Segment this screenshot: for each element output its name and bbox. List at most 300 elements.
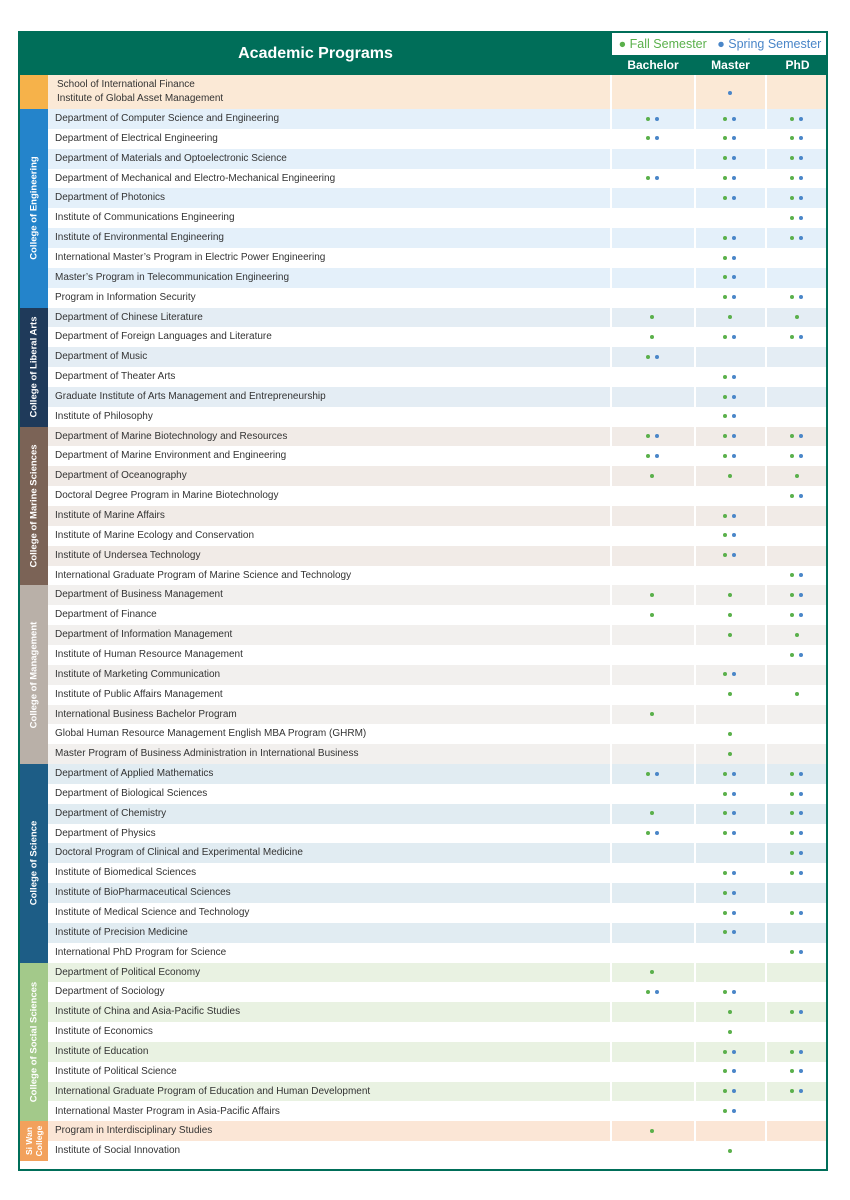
program-name: Department of Oceanography — [55, 470, 187, 482]
availability-p — [765, 883, 828, 903]
availability-p — [765, 724, 828, 744]
spring-dot — [732, 514, 736, 518]
spring-dot — [799, 335, 803, 339]
spring-dot — [799, 1089, 803, 1093]
availability-m — [694, 75, 765, 109]
availability-b — [610, 1042, 694, 1062]
availability-m — [694, 744, 765, 764]
fall-dot — [723, 533, 727, 537]
spring-dot — [732, 811, 736, 815]
availability-m — [694, 169, 765, 189]
fall-dot — [728, 1010, 732, 1014]
program-name: Institute of Biomedical Sciences — [55, 867, 197, 879]
availability-m — [694, 188, 765, 208]
spring-dot — [732, 275, 736, 279]
program-name: Global Human Resource Management English MBA Program (GHRM) — [55, 728, 367, 740]
table-row — [48, 228, 826, 248]
fall-dot — [790, 593, 794, 597]
spring-dot — [799, 216, 803, 220]
fall-dot — [723, 295, 727, 299]
availability-b — [610, 883, 694, 903]
program-name: International Master Program in Asia-Pacific Affairs — [55, 1105, 280, 1117]
availability-b — [610, 248, 694, 268]
availability-p — [765, 486, 828, 506]
fall-dot — [650, 335, 654, 339]
availability-b — [610, 824, 694, 844]
table-row — [48, 1022, 826, 1042]
fall-dot — [723, 136, 727, 140]
program-name: Institute of Environmental Engineering — [55, 232, 224, 244]
program-name: International Graduate Program of Marine Science and Technology — [55, 569, 352, 581]
program-name: Institute of Undersea Technology — [55, 549, 201, 561]
availability-b — [610, 486, 694, 506]
program-name: Department of Photonics — [55, 192, 166, 204]
program-name: Program in Interdisciplinary Studies — [55, 1125, 213, 1137]
availability-m — [694, 327, 765, 347]
availability-p — [765, 645, 828, 665]
availability-b — [610, 566, 694, 586]
availability-m — [694, 863, 765, 883]
availability-m — [694, 208, 765, 228]
table-row — [48, 75, 826, 109]
table-row — [48, 724, 826, 744]
spring-dot — [732, 1069, 736, 1073]
availability-m — [694, 466, 765, 486]
spring-dot — [799, 236, 803, 240]
fall-dot — [790, 156, 794, 160]
fall-dot — [650, 474, 654, 478]
table-row — [48, 1042, 826, 1062]
spring-dot — [732, 990, 736, 994]
availability-m — [694, 665, 765, 685]
spring-dot — [799, 117, 803, 121]
college-name: College of Marine Sciences — [28, 444, 40, 568]
spring-dot — [799, 613, 803, 617]
availability-b — [610, 466, 694, 486]
program-name: Department of Marine Environment and Engineering — [55, 450, 287, 462]
spring-dot — [799, 196, 803, 200]
availability-m — [694, 109, 765, 129]
availability-p — [765, 169, 828, 189]
fall-dot — [723, 831, 727, 835]
availability-m — [694, 1002, 765, 1022]
availability-b — [610, 169, 694, 189]
availability-p — [765, 129, 828, 149]
fall-dot — [723, 672, 727, 676]
table-row — [48, 883, 826, 903]
table-row — [48, 605, 826, 625]
fall-dot — [790, 295, 794, 299]
fall-dot — [723, 176, 727, 180]
availability-p — [765, 903, 828, 923]
college-label — [20, 963, 48, 1122]
fall-dot — [723, 196, 727, 200]
availability-p — [765, 685, 828, 705]
table-row — [48, 1141, 826, 1161]
college-name: College of Science — [28, 821, 40, 906]
availability-b — [610, 963, 694, 983]
table-row — [48, 824, 826, 844]
availability-p — [765, 288, 828, 308]
column-header-bachelor: Bachelor — [612, 56, 694, 75]
availability-p — [765, 367, 828, 387]
table-row — [48, 268, 826, 288]
table-row — [48, 387, 826, 407]
table-row — [48, 506, 826, 526]
availability-p — [765, 1141, 828, 1161]
fall-dot — [790, 136, 794, 140]
spring-dot — [732, 930, 736, 934]
fall-dot — [790, 494, 794, 498]
availability-b — [610, 228, 694, 248]
spring-dot — [732, 295, 736, 299]
fall-dot — [790, 573, 794, 577]
fall-dot — [790, 653, 794, 657]
fall-dot — [650, 811, 654, 815]
availability-b — [610, 506, 694, 526]
fall-dot — [728, 633, 732, 637]
availability-m — [694, 923, 765, 943]
table-row — [48, 685, 826, 705]
fall-dot — [790, 117, 794, 121]
availability-b — [610, 982, 694, 1002]
fall-dot — [646, 772, 650, 776]
availability-p — [765, 248, 828, 268]
availability-p — [765, 387, 828, 407]
spring-dot — [799, 772, 803, 776]
availability-b — [610, 724, 694, 744]
table-row — [48, 129, 826, 149]
availability-b — [610, 943, 694, 963]
fall-dot — [723, 236, 727, 240]
spring-dot — [732, 533, 736, 537]
column-divider — [610, 75, 612, 1169]
program-name: Graduate Institute of Arts Management and Entrepreneurship — [55, 390, 326, 402]
spring-dot — [799, 593, 803, 597]
fall-dot — [723, 335, 727, 339]
spring-dot — [732, 335, 736, 339]
fall-legend-label: Fall Semester — [629, 37, 707, 51]
spring-dot — [655, 136, 659, 140]
fall-dot — [723, 990, 727, 994]
fall-dot — [790, 1050, 794, 1054]
availability-m — [694, 883, 765, 903]
availability-p — [765, 347, 828, 367]
fall-dot — [728, 593, 732, 597]
availability-b — [610, 367, 694, 387]
spring-dot — [799, 653, 803, 657]
program-name: International PhD Program for Science — [55, 946, 227, 958]
table-row — [48, 248, 826, 268]
program-name: Institute of Social Innovation — [55, 1145, 181, 1157]
fall-dot — [646, 831, 650, 835]
college-label — [20, 427, 48, 586]
table-row — [48, 1082, 826, 1102]
program-name: Department of Finance — [55, 609, 157, 621]
availability-b — [610, 705, 694, 725]
availability-p — [765, 863, 828, 883]
availability-p — [765, 466, 828, 486]
fall-dot — [728, 732, 732, 736]
availability-m — [694, 943, 765, 963]
fall-dot — [650, 970, 654, 974]
availability-p — [765, 109, 828, 129]
table-row — [48, 943, 826, 963]
program-name: Department of Foreign Languages and Literature — [55, 331, 272, 343]
availability-b — [610, 268, 694, 288]
fall-dot — [650, 613, 654, 617]
spring-dot — [799, 494, 803, 498]
availability-b — [610, 625, 694, 645]
spring-dot — [732, 1050, 736, 1054]
table-row — [48, 169, 826, 189]
program-name: School of International Finance Institute of Global Asset Management — [57, 79, 224, 104]
availability-p — [765, 824, 828, 844]
spring-dot — [732, 176, 736, 180]
table-row — [48, 367, 826, 387]
spring-dot — [655, 355, 659, 359]
fall-dot — [790, 454, 794, 458]
availability-m — [694, 1082, 765, 1102]
program-name: Institute of Public Affairs Management — [55, 688, 223, 700]
spring-dot — [732, 454, 736, 458]
fall-dot — [723, 811, 727, 815]
availability-p — [765, 308, 828, 328]
college-name: College of Engineering — [28, 156, 40, 260]
table-row — [48, 427, 826, 447]
table-row — [48, 744, 826, 764]
availability-b — [610, 1102, 694, 1122]
availability-m — [694, 407, 765, 427]
table-row — [48, 109, 826, 129]
fall-dot — [790, 792, 794, 796]
availability-p — [765, 1002, 828, 1022]
availability-b — [610, 645, 694, 665]
program-name: Department of Physics — [55, 827, 156, 839]
availability-m — [694, 804, 765, 824]
fall-dot — [790, 1069, 794, 1073]
fall-dot — [728, 1030, 732, 1034]
fall-dot — [723, 911, 727, 915]
table-row — [48, 327, 826, 347]
program-name: Department of Information Management — [55, 629, 233, 641]
availability-m — [694, 129, 765, 149]
table-row — [48, 566, 826, 586]
availability-p — [765, 566, 828, 586]
spring-dot — [799, 811, 803, 815]
fall-dot — [795, 692, 799, 696]
availability-b — [610, 208, 694, 228]
availability-m — [694, 685, 765, 705]
program-name: Institute of Human Resource Management — [55, 648, 243, 660]
spring-dot — [799, 950, 803, 954]
availability-b — [610, 546, 694, 566]
availability-m — [694, 1121, 765, 1141]
college-label — [20, 585, 48, 764]
availability-m — [694, 724, 765, 744]
table-row — [48, 546, 826, 566]
availability-m — [694, 1102, 765, 1122]
table-row — [48, 1002, 826, 1022]
availability-m — [694, 982, 765, 1002]
fall-dot — [723, 1050, 727, 1054]
table-row — [48, 1062, 826, 1082]
availability-p — [765, 268, 828, 288]
program-name: Institute of Marketing Communication — [55, 668, 221, 680]
fall-dot — [790, 236, 794, 240]
availability-p — [765, 149, 828, 169]
table-row — [48, 903, 826, 923]
spring-dot — [732, 891, 736, 895]
fall-dot — [790, 772, 794, 776]
fall-dot — [790, 613, 794, 617]
fall-dot — [723, 434, 727, 438]
availability-p — [765, 327, 828, 347]
availability-p — [765, 982, 828, 1002]
table-row — [48, 308, 826, 328]
availability-p — [765, 1082, 828, 1102]
table-row — [48, 466, 826, 486]
availability-b — [610, 744, 694, 764]
availability-m — [694, 268, 765, 288]
spring-dot — [799, 136, 803, 140]
fall-dot — [728, 613, 732, 617]
table-row — [48, 407, 826, 427]
availability-m — [694, 308, 765, 328]
availability-p — [765, 843, 828, 863]
program-name: Institute of Education — [55, 1045, 149, 1057]
availability-p — [765, 407, 828, 427]
fall-dot — [790, 434, 794, 438]
table-row — [48, 446, 826, 466]
availability-b — [610, 804, 694, 824]
fall-dot — [723, 454, 727, 458]
availability-p — [765, 75, 828, 109]
table-row — [48, 526, 826, 546]
table-row — [48, 843, 826, 863]
table-row — [48, 188, 826, 208]
program-name: Department of Mechanical and Electro-Mechanical Engineering — [55, 172, 336, 184]
availability-p — [765, 625, 828, 645]
availability-m — [694, 228, 765, 248]
program-name: Department of Materials and Optoelectronic Science — [55, 152, 287, 164]
fall-dot — [723, 375, 727, 379]
spring-legend-label: Spring Semester — [728, 37, 822, 51]
spring-dot — [655, 454, 659, 458]
spring-dot — [732, 911, 736, 915]
fall-dot — [723, 871, 727, 875]
fall-dot — [790, 851, 794, 855]
fall-dot — [790, 216, 794, 220]
availability-m — [694, 764, 765, 784]
spring-dot — [732, 375, 736, 379]
availability-p — [765, 1102, 828, 1122]
availability-b — [610, 75, 694, 109]
spring-dot — [655, 434, 659, 438]
spring-dot — [732, 136, 736, 140]
spring-dot — [655, 990, 659, 994]
availability-m — [694, 387, 765, 407]
fall-dot — [795, 633, 799, 637]
program-name: International Master’s Program in Electric Power Engineering — [55, 251, 326, 263]
spring-dot — [732, 672, 736, 676]
spring-dot — [732, 831, 736, 835]
program-name: Institute of Philosophy — [55, 410, 153, 422]
college-name: College of Social Sciences — [28, 981, 40, 1103]
fall-dot — [723, 256, 727, 260]
availability-p — [765, 744, 828, 764]
availability-b — [610, 863, 694, 883]
fall-dot — [723, 553, 727, 557]
spring-dot — [655, 831, 659, 835]
semester-legend — [612, 33, 828, 55]
spring-dot — [655, 772, 659, 776]
table-row — [48, 804, 826, 824]
spring-dot — [799, 1050, 803, 1054]
fall-dot — [646, 176, 650, 180]
program-name: Institute of Economics — [55, 1026, 153, 1038]
table-row — [48, 645, 826, 665]
fall-dot — [723, 1089, 727, 1093]
program-name: Department of Theater Arts — [55, 371, 176, 383]
program-name: Institute of Communications Engineering — [55, 212, 235, 224]
availability-b — [610, 605, 694, 625]
table-row — [48, 347, 826, 367]
availability-m — [694, 347, 765, 367]
availability-p — [765, 506, 828, 526]
availability-b — [610, 109, 694, 129]
availability-p — [765, 427, 828, 447]
spring-dot — [732, 117, 736, 121]
program-name: Doctoral Degree Program in Marine Biotechnology — [55, 490, 279, 502]
fall-dot — [723, 1109, 727, 1113]
table-row — [48, 923, 826, 943]
fall-dot — [650, 315, 654, 319]
availability-p — [765, 1062, 828, 1082]
availability-b — [610, 427, 694, 447]
fall-dot — [728, 474, 732, 478]
fall-dot — [646, 990, 650, 994]
program-name: Master Program of Business Administration in International Business — [55, 748, 359, 760]
fall-dot — [723, 891, 727, 895]
fall-dot — [646, 117, 650, 121]
fall-dot — [723, 395, 727, 399]
program-name: Institute of Precision Medicine — [55, 926, 188, 938]
availability-m — [694, 1022, 765, 1042]
availability-m — [694, 367, 765, 387]
fall-dot — [790, 911, 794, 915]
fall-dot — [723, 930, 727, 934]
spring-dot — [732, 553, 736, 557]
fall-legend: ● Fall Semester — [618, 37, 707, 51]
fall-dot — [723, 514, 727, 518]
program-name: Institute of BioPharmaceutical Sciences — [55, 887, 231, 899]
availability-p — [765, 764, 828, 784]
spring-dot — [732, 156, 736, 160]
fall-dot — [790, 335, 794, 339]
availability-m — [694, 446, 765, 466]
college-label — [20, 308, 48, 427]
program-name: Department of Chinese Literature — [55, 311, 203, 323]
page-title: Academic Programs — [238, 45, 393, 62]
programs-table — [18, 31, 828, 1171]
spring-dot — [732, 1089, 736, 1093]
availability-p — [765, 963, 828, 983]
spring-dot — [732, 792, 736, 796]
column-header-master: Master — [696, 56, 765, 75]
availability-p — [765, 526, 828, 546]
availability-b — [610, 1002, 694, 1022]
